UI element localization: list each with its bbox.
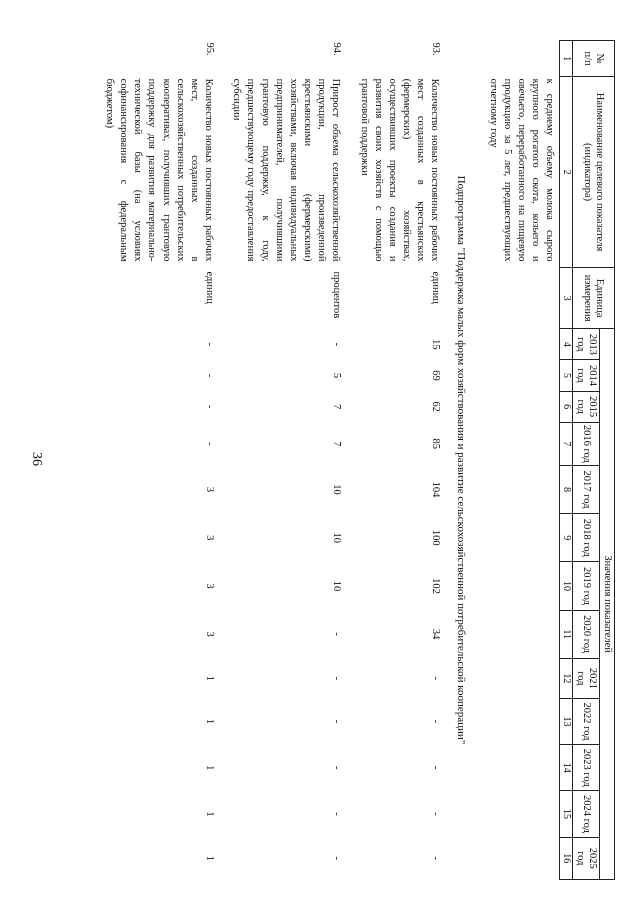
header-year: 2025 год [572,837,599,879]
table-row [221,41,348,880]
row-value: 1 [204,855,216,861]
header-year: 2020 год [572,610,599,658]
header-year: 2016 год [572,422,599,465]
header-unit: Единица измерения [572,268,614,329]
row-value: - [331,856,343,861]
header-year: 2017 год [572,465,599,513]
row-value: - [331,812,343,816]
rotated-page-content [55,40,615,880]
indicators-table [94,40,615,880]
row-value: 34 [430,628,442,640]
row-value: 10 [331,532,343,543]
row-value: 3 [204,535,216,541]
row-value: 10 [331,484,343,495]
row-value: - [331,765,343,770]
row-value: 7 [331,441,343,447]
row-value: 3 [204,486,216,493]
row-value: 10 [331,580,343,592]
header-col-number: 3 [560,268,573,329]
row-value: - [204,404,216,409]
row-unit: единиц [430,271,442,304]
row-value: - [331,719,343,724]
table-row [94,41,221,880]
header-num: № п/п [572,41,614,77]
row-value: 1 [204,811,216,817]
header-year: 2022 год [572,698,599,744]
row-value: 62 [430,401,442,412]
header-col-number: 15 [560,791,573,837]
header-col-number: 11 [560,610,573,658]
header-col-number: 16 [560,837,573,879]
row-number: 95. [204,42,216,56]
row-value: 3 [204,631,216,637]
row-value: 100 [430,529,442,546]
row-value: 3 [204,583,216,589]
header-col-number: 9 [560,514,573,562]
header-col-number: 10 [560,562,573,610]
row-value: - [430,719,442,724]
header-year: 2021 год [572,658,599,698]
header-col-number: 1 [560,41,573,77]
header-year: 2014 год [572,360,599,391]
header-year: 2015 год [572,391,599,422]
row-unit: единиц [204,271,216,304]
header-col-number: 14 [560,745,573,791]
row-value: - [430,856,442,861]
continuation-text: к среднему объему молока сырого крупного рогатого скота, козьего и овечьего, переработанного на пищевую продукцию за 5 лет, предшествующих отчетному году [487,78,556,262]
header-col-number: 13 [560,698,573,744]
row-value: 1 [204,765,216,771]
row-value: 85 [430,438,442,450]
header-values-group: Значения показателей [599,329,614,880]
row-value: 104 [430,481,442,498]
header-col-number: 12 [560,658,573,698]
header-col-number: 6 [560,391,573,422]
row-value: 1 [204,675,216,681]
row-value: - [204,373,216,378]
row-value: - [331,632,343,636]
row-value: - [430,765,442,770]
row-number: 93. [430,42,442,56]
table-row [348,41,447,880]
row-value: 1 [204,718,216,725]
header-year: 2018 год [572,514,599,562]
row-value: 15 [430,339,442,350]
header-year: 2023 год [572,745,599,791]
row-value: - [430,812,442,816]
page-number: 36 [29,452,44,466]
row-value: - [204,342,216,347]
header-year: 2013 год [572,329,599,360]
header-year: 2024 год [572,791,599,837]
row-indicator-name: Количество новых постоянных рабочих мест, созданных в сельскохозяйственных потребительских кооперативах, получивших грантовую поддержку для развития материально-технической базы (на условиях софинансирования с федеральным бюджетом) [103,78,215,262]
row-indicator-name: Прирост объема сельскохозяйственной продукции, произведенной крестьянскими (фермерскими) хозяйствами, включая индивидуальных предпринимателей, получившими грантовую поддержку, к году, предшествующему году предоставления субсидии [231,78,342,262]
header-col-number: 5 [560,360,573,391]
header-col-number: 7 [560,422,573,465]
header-col-number: 8 [560,465,573,513]
header-col-number: 2 [560,77,573,268]
header-col-number: 4 [560,329,573,360]
row-value: - [331,676,343,681]
row-value: 7 [331,404,343,410]
row-value: - [331,342,343,347]
row-number: 94. [331,42,343,56]
header-name: Наименование целевого показателя (индикатора) [572,77,614,268]
row-unit: процентов [331,271,343,319]
row-value: - [204,442,216,446]
row-value: 69 [430,370,442,381]
header-year: 2019 год [572,562,599,610]
row-indicator-name: Количество новых постоянных рабочих мест созданных в крестьянских (фермерских) хозяйствах, осуществивших проекты создания и развития своих хозяйств с помощью грантовой поддержки [358,78,441,262]
row-value: - [430,676,442,681]
row-value: 102 [430,578,442,594]
subprogram-title: Подпрограмма "Поддержка малых форм хозяйствования и развитие сельскохозяйственной потребительской кооперации" [455,175,468,745]
row-value: 5 [331,372,343,379]
